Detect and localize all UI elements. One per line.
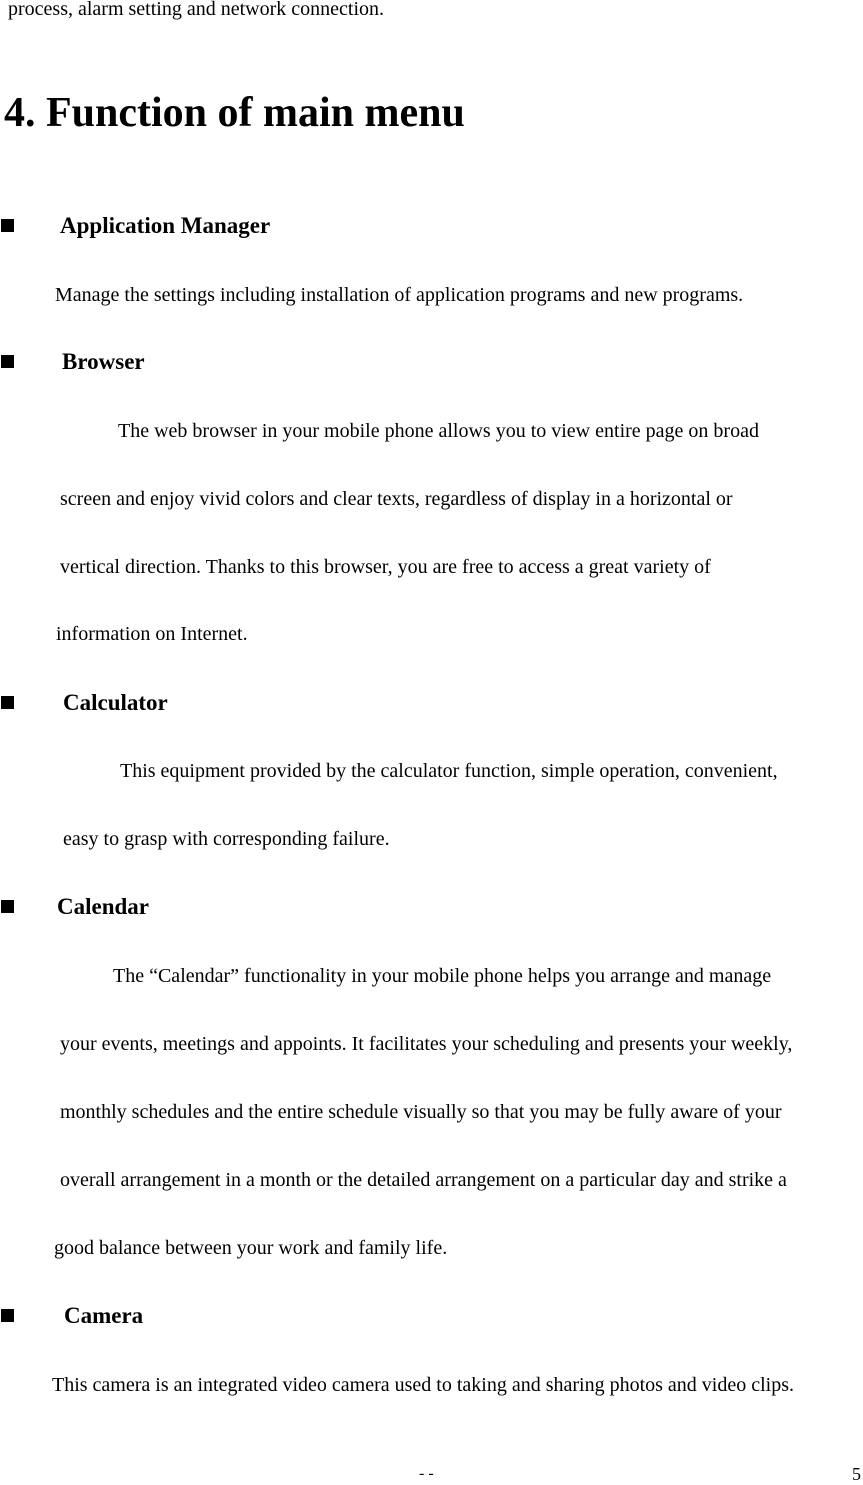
- section-text-line: your events, meetings and appoints. It facilitates your scheduling and presents your weekly,: [60, 1033, 793, 1055]
- page-number: 5: [852, 1464, 861, 1484]
- section-text-line: Manage the settings including installation of application programs and new programs.: [55, 284, 744, 306]
- bullet-square-icon: [1, 900, 14, 913]
- section-text-line: easy to grasp with corresponding failure.: [63, 828, 390, 850]
- section-text-line: This camera is an integrated video camera used to taking and sharing photos and video clips.: [52, 1374, 795, 1396]
- bullet-square-icon: [1, 1309, 14, 1322]
- section-text-line: The web browser in your mobile phone allows you to view entire page on broad: [118, 420, 759, 442]
- section-title-browser: Browser: [62, 349, 145, 374]
- section-text-line: This equipment provided by the calculator function, simple operation, convenient,: [120, 760, 778, 782]
- section-title-camera: Camera: [64, 1303, 144, 1328]
- section-text-line: vertical direction. Thanks to this browser, you are free to access a great variety of: [60, 556, 711, 578]
- section-title-calculator: Calculator: [63, 690, 168, 715]
- section-title-application-manager: Application Manager: [60, 213, 271, 238]
- section-text-line: good balance between your work and family life.: [54, 1237, 448, 1259]
- bullet-square-icon: [1, 219, 14, 232]
- page-title: 4. Function of main menu: [4, 90, 465, 136]
- top-fragment-line: process, alarm setting and network connection.: [8, 0, 384, 20]
- bullet-square-icon: [1, 696, 14, 709]
- bullet-square-icon: [1, 355, 14, 368]
- section-text-line: information on Internet.: [56, 623, 248, 645]
- section-text-line: monthly schedules and the entire schedule visually so that you may be fully aware of your: [60, 1101, 782, 1123]
- section-text-line: overall arrangement in a month or the detailed arrangement on a particular day and strike a: [60, 1169, 787, 1191]
- section-title-calendar: Calendar: [57, 894, 149, 919]
- section-text-line: screen and enjoy vivid colors and clear texts, regardless of display in a horizontal or: [60, 488, 733, 510]
- footer-page-dashes: - -: [419, 1465, 434, 1482]
- section-text-line: The “Calendar” functionality in your mobile phone helps you arrange and manage: [113, 965, 772, 987]
